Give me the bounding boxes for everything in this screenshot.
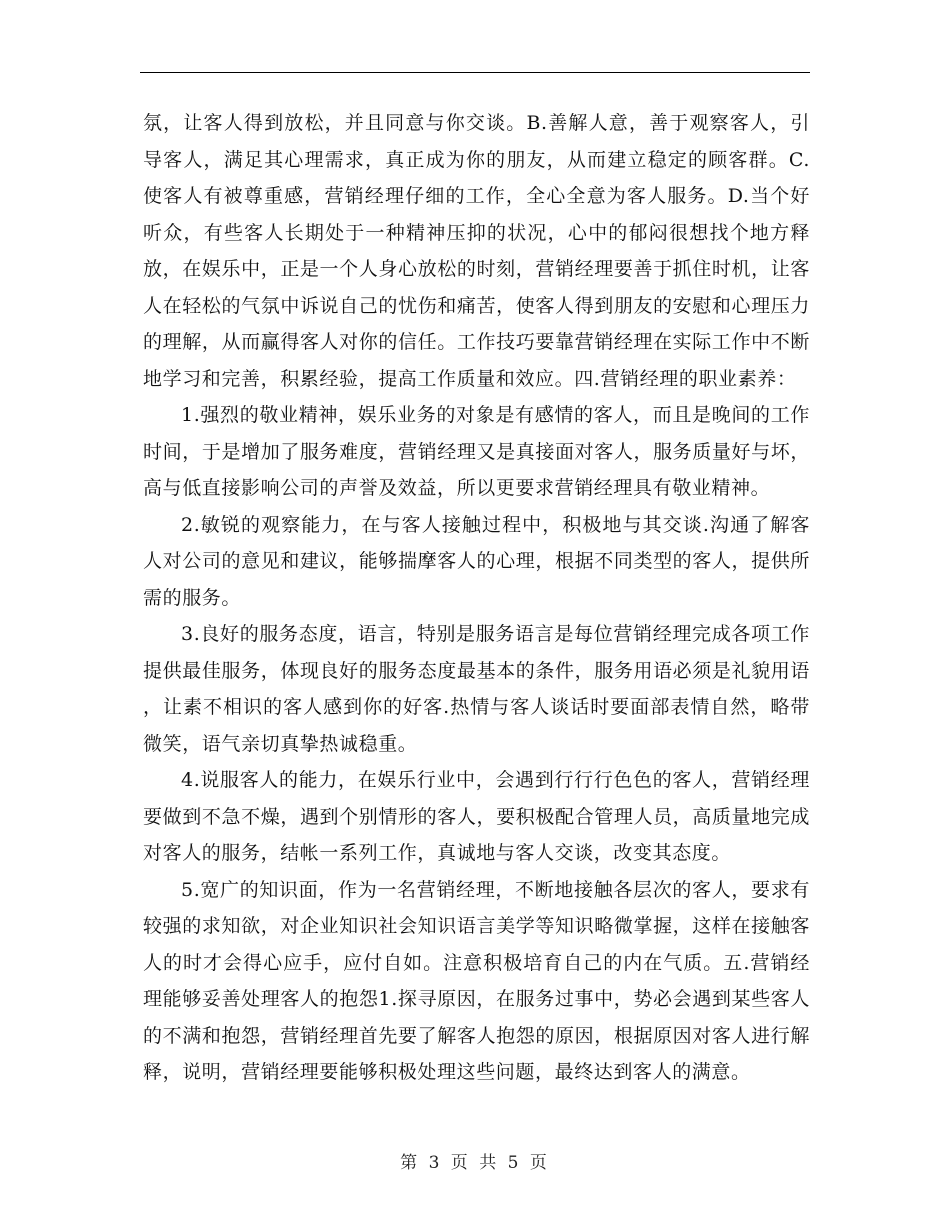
page-number: 第 3 页 共 5 页 xyxy=(400,1153,550,1173)
paragraph-item-4: 4.说服客人的能力，在娱乐行业中，会遇到行行行色色的客人，营销经理要做到不急不燥，遇到个别情形的客人，要积极配合管理人员，高质量地完成对客人的服务，结帐一系列工作，真诚地与客人交谈，改变其态度。 xyxy=(143,769,810,864)
paragraph-item-1: 1.强烈的敬业精神，娱乐业务的对象是有感情的客人，而且是晚间的工作时间，于是增加了服务难度，营销经理又是真接面对客人，服务质量好与坏，高与低直接影响公司的声誉及效益，所以更要求营销经理具有敬业精神。 xyxy=(143,404,810,499)
paragraph-continuation: 氛，让客人得到放松，并且同意与你交谈。B.善解人意，善于观察客人，引导客人，满足其心理需求，真正成为你的朋友，从而建立稳定的顾客群。C.使客人有被尊重感，营销经理仔细的工作，全心全意为客人服务。D.当个好听众，有些客人长期处于一种精神压抑的状况，心中的郁闷很想找个地方释放，在娱乐中，正是一个人身心放松的时刻，营销经理要善于抓住时机，让客人在轻松的气氛中诉说自己的忧伤和痛苦，使客人得到朋友的安慰和心理压力的理解，从而赢得客人对你的信任。工作技巧要靠营销经理在实际工作中不断地学习和完善，积累经验，提高工作质量和效应。四.营销经理的职业素养： xyxy=(143,112,810,390)
paragraph-item-2: 2.敏锐的观察能力，在与客人接触过程中，积极地与其交谈.沟通了解客人对公司的意见和建议，能够揣摩客人的心理，根据不同类型的客人，提供所需的服务。 xyxy=(143,513,810,609)
header-rule xyxy=(140,72,810,73)
document-body xyxy=(143,105,810,1091)
paragraph-item-3: 3.良好的服务态度，语言，特别是服务语言是每位营销经理完成各项工作提供最佳服务，体现良好的服务态度最基本的条件，服务用语必须是礼貌用语 ，让素不相识的客人感到你的好客.热情与客人谈话时要面部表情自然，略带微笑，语气亲切真挚热诚稳重。 xyxy=(143,623,810,755)
paragraph-item-5: 5.宽广的知识面，作为一名营销经理，不断地接触各层次的客人，要求有较强的求知欲，对企业知识社会知识语言美学等知识略微掌握，这样在接触客人的时才会得心应手，应付自如。注意积极培育自己的内在气质。五.营销经理能够妥善处理客人的抱怨1.探寻原因，在服务过事中，势必会遇到某些客人的不满和抱怨，营销经理首先要了解客人抱怨的原因，根据原因对客人进行解释，说明，营销经理要能够积极处理这些问题，最终达到客人的满意。 xyxy=(143,878,810,1083)
